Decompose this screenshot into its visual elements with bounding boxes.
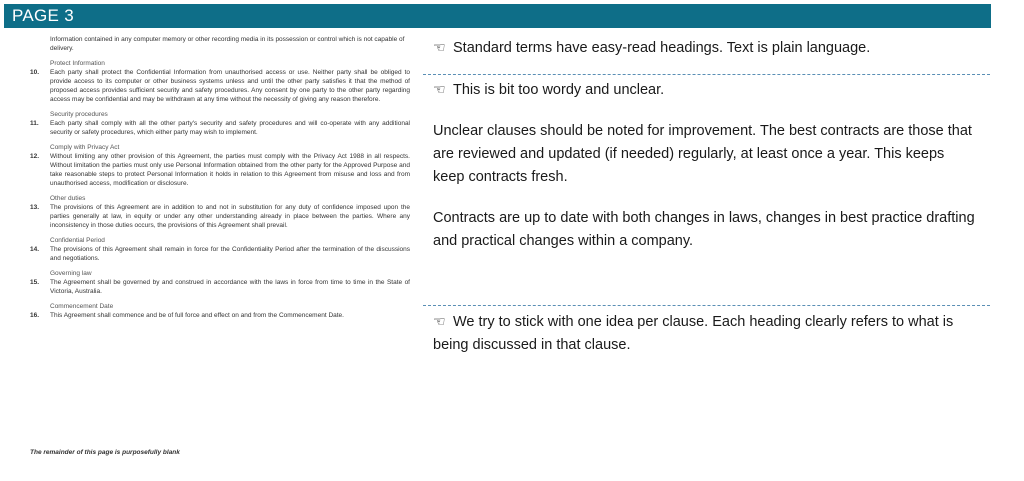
divider (423, 305, 990, 306)
pointing-hand-icon: ☜ (433, 39, 446, 55)
clause (30, 311, 410, 320)
pointing-hand-icon: ☜ (433, 313, 446, 329)
clause (30, 68, 410, 104)
paragraph-review: Unclear clauses should be noted for improvement. The best contracts are those that are reviewed and updated (if needed) regularly, at least once a year. This keeps keep contracts fresh. (433, 123, 972, 185)
clause-text: Each party shall protect the Confidential Information from unauthorised access or use. Neither party shall be obliged to provide access to its computer or other business systems unless and until the other party satisfies it that the method of proposed access provides sufficient security and safety procedures. Any consent by one party to the other party regarding access may be confidential and may be withdrawn at any time without the necessity of giving any reason therefore. (50, 69, 410, 103)
clause-list (30, 59, 410, 320)
clause (30, 278, 410, 296)
clause-heading: Confidential Period (50, 237, 105, 244)
clause (30, 245, 410, 263)
paragraph-up-to-date: Contracts are up to date with both changes in laws, changes in best practice drafting and practical changes within a company. (433, 210, 975, 249)
note-text: This is bit too wordy and unclear. (453, 82, 665, 98)
note-easy-read (433, 36, 993, 60)
clause (30, 152, 410, 188)
pointing-hand-icon: ☜ (433, 81, 446, 97)
clause-heading: Governing law (50, 270, 92, 277)
clause-heading: Security procedures (50, 111, 108, 118)
clause-text: Each party shall comply with all the other party's security and safety procedures and will co-operate with any additional security or safety procedures, which either party may wish to implement. (50, 120, 410, 136)
clause-heading: Other duties (50, 195, 86, 202)
clause-number: 16. (30, 312, 40, 319)
page-header-bar (4, 4, 991, 28)
remainder-note: The remainder of this page is purposefully blank (30, 449, 180, 456)
note-one-idea (433, 310, 978, 357)
clause-number: 12. (30, 153, 40, 160)
clause-heading: Comply with Privacy Act (50, 144, 120, 151)
clause-number: 15. (30, 279, 40, 286)
clause (30, 119, 410, 137)
clause-number: 14. (30, 246, 40, 253)
clause-heading: Protect Information (50, 60, 105, 67)
note-text: Standard terms have easy-read headings. Text is plain language. (453, 40, 871, 56)
clause-text: The provisions of this Agreement shall remain in force for the Confidentiality Period after the termination of the discussions and negotiations. (50, 246, 410, 262)
clause-number: 11. (30, 120, 39, 127)
note-text: We try to stick with one idea per clause. Each heading clearly refers to what is being discussed in that clause. (433, 314, 954, 353)
clause-text: Without limiting any other provision of this Agreement, the parties must comply with the Privacy Act 1988 in all respects. Without limitation the parties must only use Personal Information obtained from the other party for the Approved Purpose and take reasonable steps to protect Personal Information it holds in relation to this Agreement from misuse and loss and from unauthorised access, modification or disclosure. (50, 153, 410, 187)
clause-heading: Commencement Date (50, 303, 114, 310)
page-title: PAGE 3 (12, 6, 74, 25)
note-wordy (433, 78, 993, 102)
clause-number: 13. (30, 204, 40, 211)
clause-text: The Agreement shall be governed by and construed in accordance with the laws in force from time to time in the State of Victoria, Australia. (50, 279, 410, 295)
clause (30, 203, 410, 230)
clause-text: This Agreement shall commence and be of full force and effect on and from the Commencement Date. (50, 312, 344, 319)
intro-text: Information contained in any computer memory or other recording media in its possession or control which is not capable of delivery. (50, 36, 405, 52)
clause-number: 10. (30, 69, 40, 76)
clause-text: The provisions of this Agreement are in addition to and not in substitution for any duty of confidence imposed upon the parties generally at law, in equity or under any other understanding already in place between the parties. Where any inconsistency in those duties occurs, the provisions of this Agreement shall prevail. (50, 204, 410, 229)
contract-document (30, 35, 410, 320)
divider (423, 74, 990, 75)
